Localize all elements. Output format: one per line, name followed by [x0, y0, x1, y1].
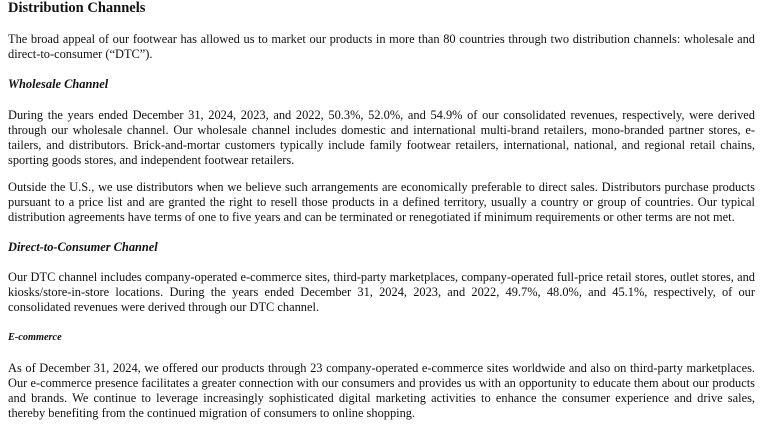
paragraph-wholesale-revenues: During the years ended December 31, 2024, 2023, and 2022, 50.3%, 52.0%, and 54.9% of our consolidated revenues, respectively, were derived through our wholesale channel. Our wholesale channel includes domestic and international multi-brand retailers, mono-branded partner stores, e-tailers, and distributors. Brick-and-mortar customers typically include family footwear retailers, international, national, and regional retail chains, sporting goods stores, and independent footwear retailers. [8, 108, 755, 167]
paragraph-wholesale-distributors: Outside the U.S., we use distributors when we believe such arrangements are economically preferable to direct sales. Distributors purchase products pursuant to a price list and are granted the right to resell those products in a defined territory, usually a country or group of countries. Our typical distribution agreements have terms of one to five years and can be terminated or renegotiated if minimum requirements or other terms are not met. [8, 180, 755, 224]
paragraph-intro: The broad appeal of our footwear has allowed us to market our products in more than 80 countries through two distribution channels: wholesale and direct-to-consumer (“DTC”). [8, 32, 755, 61]
paragraph-dtc: Our DTC channel includes company-operated e-commerce sites, third-party marketplaces, company-operated full-price retail stores, outlet stores, and kiosks/store-in-store locations. During the years ended December 31, 2024, 2023, and 2022, 49.7%, 48.0%, and 45.1%, respectively, of our consolidated revenues were derived through our DTC channel. [8, 270, 755, 314]
paragraph-e-commerce: As of December 31, 2024, we offered our products through 23 company-operated e-commerce sites worldwide and also on third-party marketplaces. Our e-commerce presence facilitates a greater connection with our consumers and provides us with an opportunity to educate them about our products and brands. We continue to leverage increasingly sophisticated digital marketing activities to enhance the consumer experience and drive sales, thereby benefiting from the continued migration of consumers to online shopping. [8, 361, 755, 420]
heading-distribution-channels: Distribution Channels [8, 0, 146, 16]
heading-direct-to-consumer-channel: Direct-to-Consumer Channel [8, 240, 158, 254]
heading-e-commerce: E-commerce [8, 332, 62, 343]
heading-wholesale-channel: Wholesale Channel [8, 77, 109, 91]
